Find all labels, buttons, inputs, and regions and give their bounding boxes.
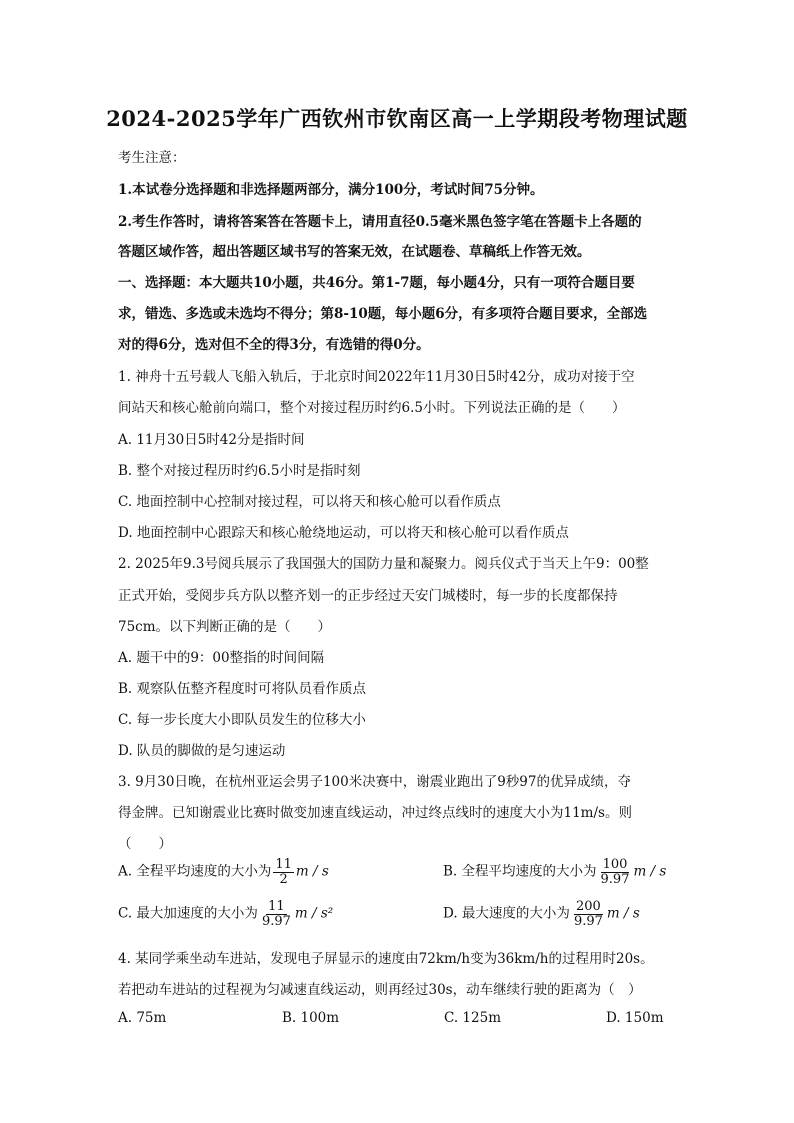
option-label: C. 最大加速度的大小为 bbox=[118, 905, 258, 922]
notice-item: 1.本试卷分选择题和非选择题两部分，满分100分，考试时间75分钟。 bbox=[118, 182, 544, 198]
question-3-option-b bbox=[443, 858, 666, 886]
question-1-option-b: B. 整个对接过程历时约6.5小时是指时刻 bbox=[118, 463, 361, 479]
option-label: D. 最大速度的大小为 bbox=[443, 905, 570, 922]
fraction bbox=[599, 858, 632, 886]
numerator: 100 bbox=[602, 857, 628, 872]
option-label: B. 全程平均速度的大小为 bbox=[443, 863, 597, 880]
section-instructions: 一、选择题：本大题共10小题，共46分。第1-7题，每小题4分，只有一项符合题目要 bbox=[118, 275, 635, 291]
question-2-stem: 2. 2025年9.3号阅兵展示了我国强大的国防力量和凝聚力。阅兵仪式于当天上午9：00整 bbox=[118, 556, 649, 572]
unit: m / s² bbox=[294, 905, 334, 922]
notice-item: 答题区域作答，超出答题区域书写的答案无效，在试题卷、草稿纸上作答无效。 bbox=[118, 244, 591, 260]
numerator: 11 bbox=[268, 899, 285, 914]
section-instructions: 求，错选、多选或未选均不得分；第8-10题，每小题6分，有多项符合题目要求，全部选 bbox=[118, 306, 648, 322]
fraction bbox=[572, 900, 605, 928]
question-3-stem: 3. 9月30日晚，在杭州亚运会男子100米决赛中，谢震业跑出了9秒97的优异成绩，夺 bbox=[118, 774, 631, 790]
fraction bbox=[260, 900, 293, 928]
question-1-option-a: A. 11月30日5时42分是指时间 bbox=[118, 432, 305, 448]
question-3-stem: 得金牌。已知谢震业比赛时做变加速直线运动，冲过终点线时的速度大小为11m/s。则 bbox=[118, 805, 632, 821]
denominator: 9.97 bbox=[261, 913, 291, 929]
question-4-stem: 4. 某同学乘坐动车进站，发现电子屏显示的速度由72km/h变为36km/h的过程用时20s。 bbox=[118, 951, 654, 967]
denominator: 9.97 bbox=[573, 913, 603, 929]
unit: m / s bbox=[633, 863, 667, 880]
question-4-option-c: C. 125m bbox=[444, 1010, 501, 1026]
numerator: 200 bbox=[576, 899, 601, 914]
question-2-option-d: D. 队员的脚做的是匀速运动 bbox=[118, 743, 286, 759]
fraction bbox=[273, 858, 294, 886]
question-2-option-a: A. 题干中的9：00整指的时间间隔 bbox=[118, 650, 325, 666]
page-title: 2024-2025学年广西钦州市钦南区高一上学期段考物理试题 bbox=[106, 106, 688, 131]
notice-item: 2.考生作答时，请将答案答在答题卡上，请用直径0.5毫米黑色签字笔在答题卡上各题的 bbox=[118, 214, 642, 230]
question-3-stem: （ ） bbox=[118, 836, 172, 852]
question-2-option-b: B. 观察队伍整齐程度时可将队员看作质点 bbox=[118, 681, 367, 697]
notice-heading: 考生注意： bbox=[118, 150, 186, 166]
question-1-stem: 间站天和核心舱前向端口，整个对接过程历时约6.5小时。下列说法正确的是（ ） bbox=[118, 400, 626, 416]
question-1-option-c: C. 地面控制中心控制对接过程，可以将天和核心舱可以看作质点 bbox=[118, 494, 501, 510]
question-1-stem: 1. 神舟十五号载人飞船入轨后，于北京时间2022年11月30日5时42分，成功对接于空 bbox=[118, 369, 635, 385]
question-3-option-d bbox=[443, 900, 640, 928]
option-label: A. 全程平均速度的大小为 bbox=[118, 863, 272, 880]
section-instructions: 对的得6分，选对但不全的得3分，有选错的得0分。 bbox=[118, 337, 430, 353]
question-2-option-c: C. 每一步长度大小即队员发生的位移大小 bbox=[118, 712, 366, 728]
question-4-stem: 若把动车进站的过程视为匀减速直线运动，则再经过30s，动车继续行驶的距离为（ ） bbox=[118, 982, 642, 998]
question-4-option-b: B. 100m bbox=[282, 1010, 340, 1026]
unit: m / s bbox=[606, 905, 640, 922]
question-3-option-a bbox=[118, 858, 438, 886]
question-3-option-c bbox=[118, 900, 438, 928]
question-1-option-d: D. 地面控制中心跟踪天和核心舱绕地运动，可以将天和核心舱可以看作质点 bbox=[118, 525, 569, 541]
denominator: 9.97 bbox=[600, 871, 630, 887]
question-4-option-a: A. 75m bbox=[118, 1010, 167, 1026]
question-4-option-d: D. 150m bbox=[606, 1010, 664, 1026]
numerator: 11 bbox=[275, 857, 292, 872]
question-2-stem: 75cm。以下判断正确的是（ ） bbox=[118, 619, 332, 635]
question-2-stem: 正式开始，受阅步兵方队以整齐划一的正步经过天安门城楼时，每一步的长度都保持 bbox=[118, 588, 618, 604]
unit: m / s bbox=[295, 863, 329, 880]
denominator: 2 bbox=[279, 871, 288, 887]
